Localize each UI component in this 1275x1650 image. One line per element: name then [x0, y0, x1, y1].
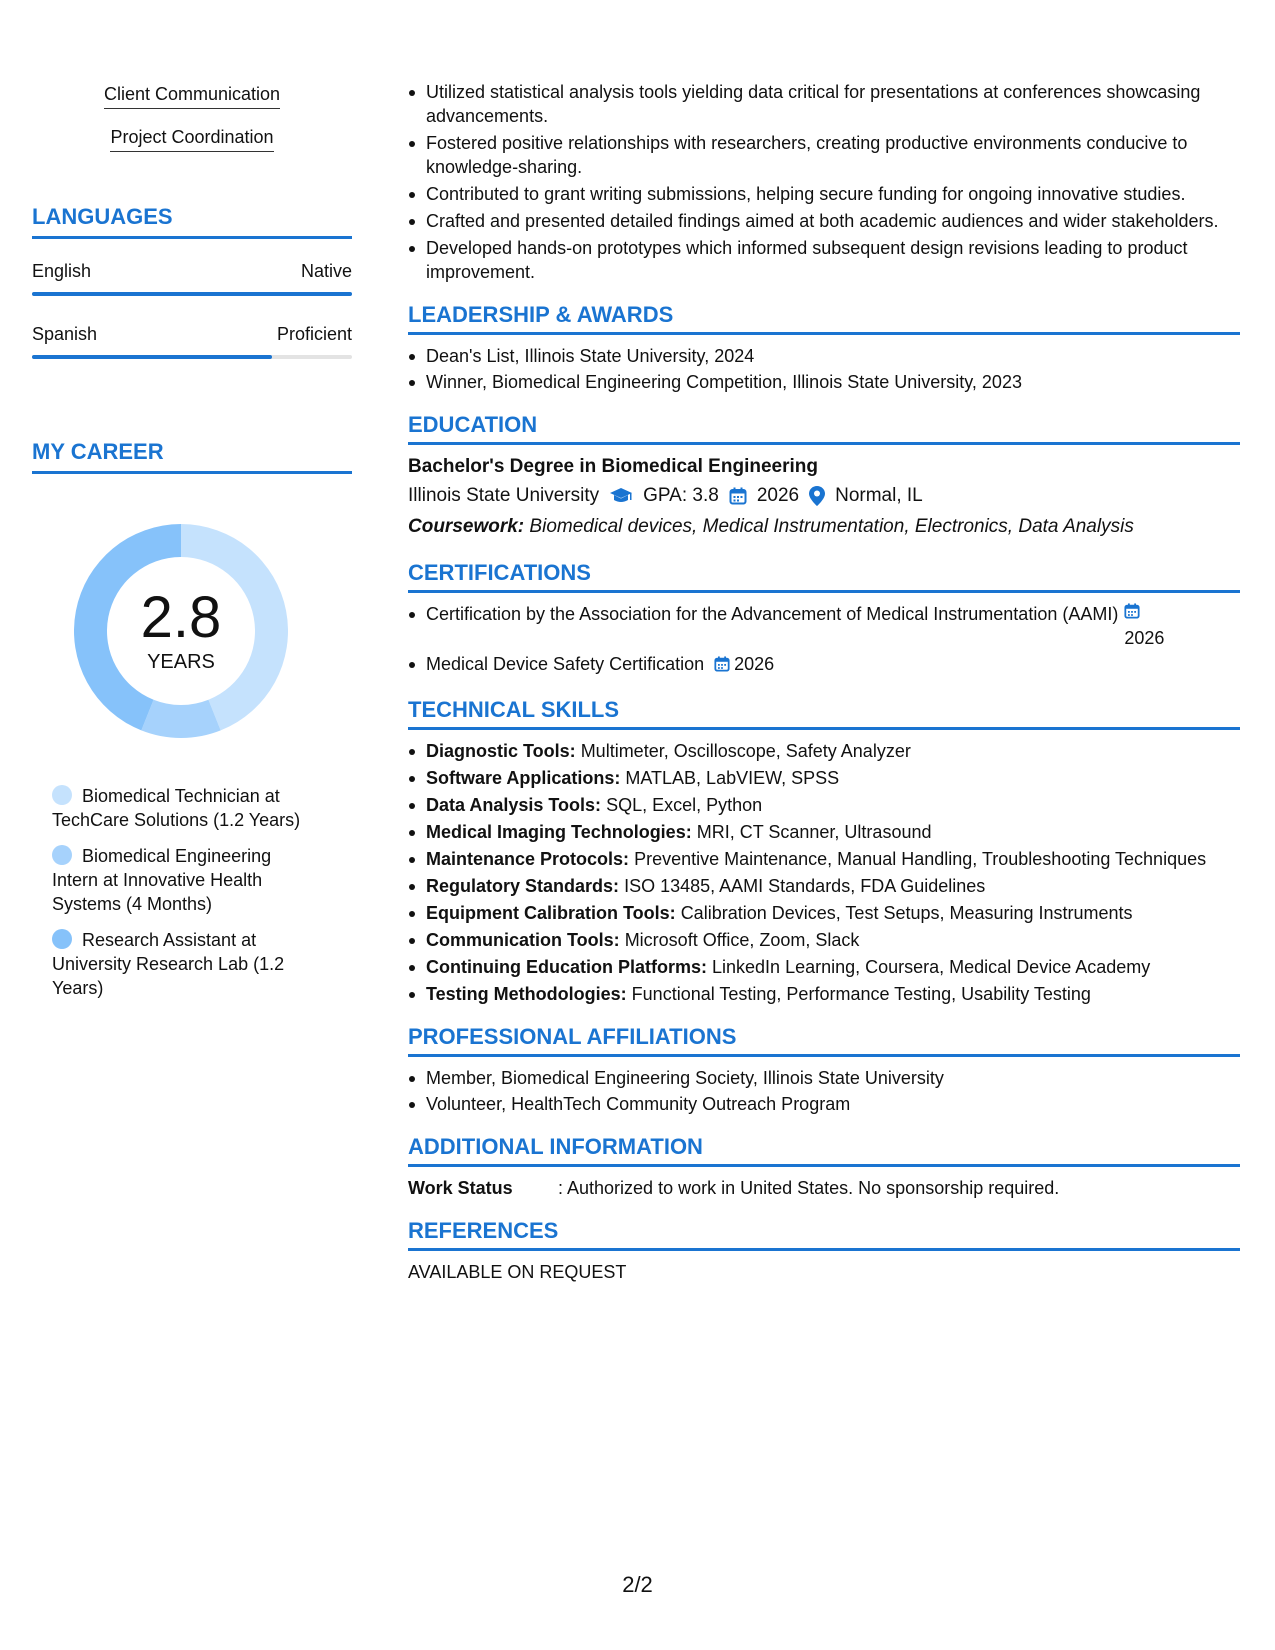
career-legend-label: Biomedical Engineering Intern at Innovative Health Systems (4 Months) [52, 846, 272, 914]
coursework-label: Coursework: [408, 516, 525, 537]
skill-value: Preventive Maintenance, Manual Handling, Troubleshooting Techniques [634, 849, 1207, 869]
certification-name: Medical Device Safety Certification [426, 654, 705, 674]
education-heading: EDUCATION [408, 412, 1240, 445]
gpa: GPA: 3.8 [643, 485, 719, 506]
affiliation-item: Volunteer, HealthTech Community Outreach Program [408, 1092, 1240, 1116]
experience-bullet: Utilized statistical analysis tools yielding data critical for presentations at conferences showcasing advancements. [408, 80, 1240, 128]
affiliations-heading: PROFESSIONAL AFFILIATIONS [408, 1024, 1240, 1057]
skill-item [408, 847, 1240, 871]
skill-label: Software Applications: [426, 768, 621, 788]
languages-section [32, 204, 352, 359]
career-heading: MY CAREER [32, 439, 352, 474]
certifications-list [408, 602, 1240, 679]
coursework-text: Biomedical devices, Medical Instrumentation, Electronics, Data Analysis [529, 516, 1134, 537]
certification-year: 2026 [734, 654, 775, 674]
education-meta [408, 480, 1240, 512]
work-status-label: Work Status [408, 1178, 513, 1198]
skill-label: Data Analysis Tools: [426, 795, 602, 815]
career-legend-item [52, 844, 322, 916]
skill-item [408, 901, 1240, 925]
skill-label: Continuing Education Platforms: [426, 957, 707, 977]
language-bar [32, 355, 352, 359]
experience-bullet: Developed hands-on prototypes which informed subsequent design revisions leading to product improvement. [408, 236, 1240, 284]
career-legend-item [52, 784, 322, 832]
education-entry [408, 454, 1240, 542]
language-level: Proficient [276, 324, 352, 344]
legend-dot [52, 845, 72, 865]
skill-item [408, 820, 1240, 844]
skill-label: Regulatory Standards: [426, 876, 620, 896]
legend-dot [52, 929, 72, 949]
language-bar [32, 292, 352, 296]
technical-skills-heading: TECHNICAL SKILLS [408, 697, 1240, 730]
skill-value: Functional Testing, Performance Testing, Usability Testing [631, 984, 1091, 1004]
skill-value: SQL, Excel, Python [606, 795, 763, 815]
skill-value: Multimeter, Oscilloscope, Safety Analyzer [580, 741, 911, 761]
language-name: Spanish [32, 324, 98, 344]
legend-dot [52, 785, 72, 805]
calendar-icon [729, 487, 747, 505]
award-item: Dean's List, Illinois State University, 2024 [408, 344, 1240, 368]
experience-bullet: Contributed to grant writing submissions, helping secure funding for ongoing innovative studies. [408, 182, 1240, 206]
language-level: Native [300, 261, 352, 281]
certification-date [1124, 602, 1180, 650]
skill-item [408, 928, 1240, 952]
skill-value: ISO 13485, AAMI Standards, FDA Guidelines [624, 876, 986, 896]
language-item [32, 261, 352, 296]
certification-year: 2026 [1124, 628, 1165, 648]
page-number: 2/2 [622, 1572, 653, 1597]
experience-bullets [408, 80, 1240, 284]
career-legend-label: Biomedical Technician at TechCare Solutions (1.2 Years) [52, 786, 301, 830]
career-donut-chart [66, 516, 296, 746]
skill-value: LinkedIn Learning, Coursera, Medical Device Academy [712, 957, 1151, 977]
skill-item [408, 955, 1240, 979]
award-item: Winner, Biomedical Engineering Competition, Illinois State University, 2023 [408, 370, 1240, 394]
work-status-row [408, 1176, 1240, 1200]
experience-bullet: Fostered positive relationships with researchers, creating productive environments conducive to knowledge-sharing. [408, 131, 1240, 179]
leadership-heading: LEADERSHIP & AWARDS [408, 302, 1240, 335]
graduation-year: 2026 [756, 485, 800, 506]
skill-value: MATLAB, LabVIEW, SPSS [625, 768, 840, 788]
career-legend-item [52, 928, 322, 1000]
sidebar [32, 84, 352, 1000]
language-bar-fill [32, 355, 272, 359]
affiliations-list [408, 1066, 1240, 1116]
experience-bullet: Crafted and presented detailed findings aimed at both academic audiences and wider stakeholders. [408, 209, 1240, 233]
calendar-icon [714, 655, 730, 679]
references-heading: REFERENCES [408, 1218, 1240, 1251]
donut-center [66, 516, 296, 746]
skill-label: Diagnostic Tools: [426, 741, 576, 761]
skill-item [408, 874, 1240, 898]
skill-value: MRI, CT Scanner, Ultrasound [696, 822, 932, 842]
skill-value: Microsoft Office, Zoom, Slack [624, 930, 860, 950]
main-content [408, 80, 1240, 1284]
graduation-cap-icon [609, 487, 633, 505]
work-status-value: : Authorized to work in United States. No sponsorship required. [558, 1178, 1060, 1198]
skill-tag: Project Coordination [110, 127, 273, 152]
career-total: 2.8 [140, 584, 222, 650]
skill-label: Communication Tools: [426, 930, 620, 950]
language-row [32, 261, 352, 282]
school-name: Illinois State University [408, 485, 600, 506]
skill-item [408, 766, 1240, 790]
career-unit: YEARS [147, 650, 215, 673]
certification-item [408, 602, 1240, 650]
language-row [32, 324, 352, 345]
skill-item [408, 982, 1240, 1006]
language-item [32, 324, 352, 359]
references-text: AVAILABLE ON REQUEST [408, 1262, 627, 1282]
degree-title: Bachelor's Degree in Biomedical Engineering [408, 456, 818, 477]
certification-row [426, 602, 1240, 650]
calendar-icon [1124, 602, 1180, 626]
certification-item [408, 652, 1240, 679]
skill-label: Equipment Calibration Tools: [426, 903, 676, 923]
leadership-list [408, 344, 1240, 394]
skill-item [408, 739, 1240, 763]
skill-item [408, 793, 1240, 817]
career-section [32, 439, 352, 1000]
affiliation-item: Member, Biomedical Engineering Society, Illinois State University [408, 1066, 1240, 1090]
language-bar-fill [32, 292, 352, 296]
career-legend-label: Research Assistant at University Research Lab (1.2 Years) [52, 930, 285, 998]
additional-info-heading: ADDITIONAL INFORMATION [408, 1134, 1240, 1167]
certifications-heading: CERTIFICATIONS [408, 560, 1240, 593]
skill-label: Maintenance Protocols: [426, 849, 630, 869]
language-name: English [32, 261, 92, 281]
map-pin-icon [809, 486, 825, 506]
school-location: Normal, IL [835, 485, 923, 506]
skill-label: Medical Imaging Technologies: [426, 822, 692, 842]
career-legend [52, 784, 322, 1000]
skill-tag: Client Communication [104, 84, 280, 109]
coursework [408, 512, 1240, 542]
certification-name: Certification by the Association for the Advancement of Medical Instrumentation (AAMI) [426, 604, 1119, 624]
skill-value: Calibration Devices, Test Setups, Measuring Instruments [680, 903, 1133, 923]
languages-heading: LANGUAGES [32, 204, 352, 239]
skill-label: Testing Methodologies: [426, 984, 627, 1004]
technical-skills-list [408, 739, 1240, 1006]
